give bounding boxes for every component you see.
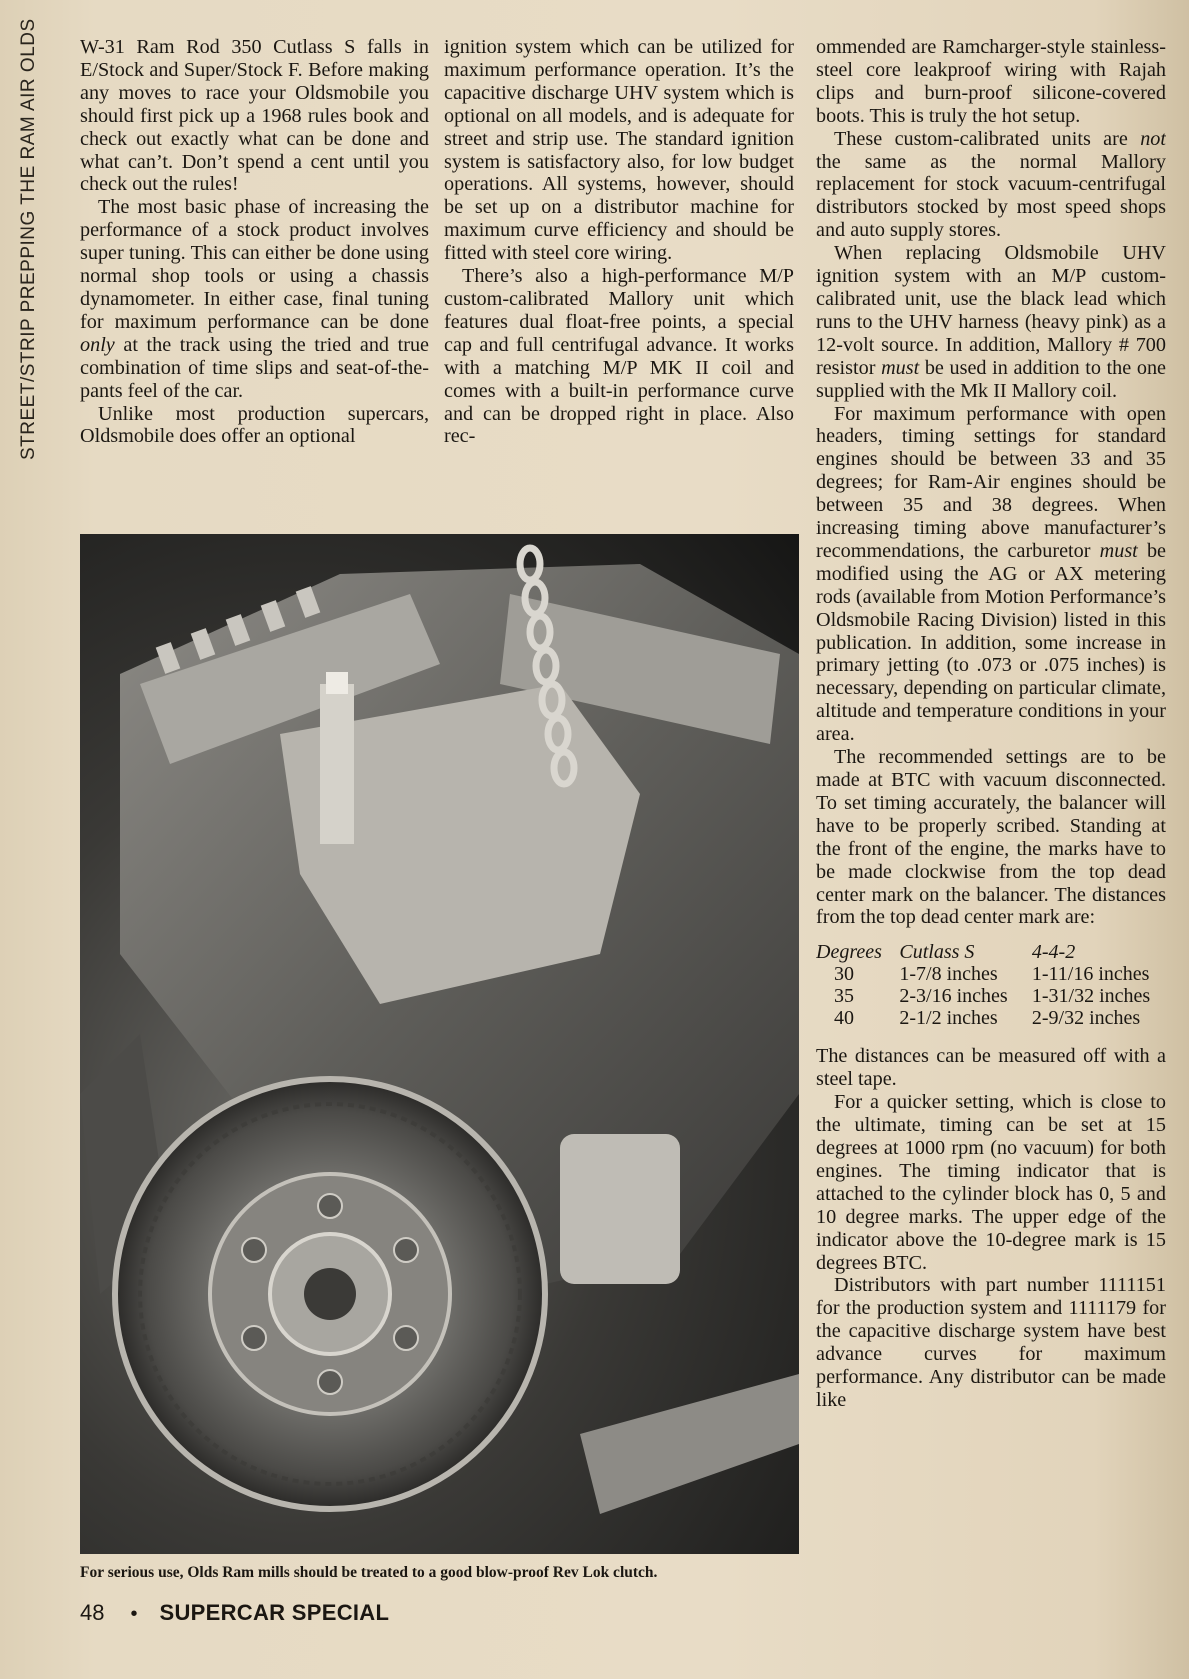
table-header: Degrees xyxy=(816,941,882,964)
table-header: Cutlass S xyxy=(899,941,975,964)
engine-flywheel-illustration xyxy=(80,534,799,1554)
text-column-1 xyxy=(80,36,429,448)
paragraph: For a quicker setting, which is close to the ultimate, timing can be set at 15 degrees at 1000 rpm (no vacuum) for both engines. The timing indicator that is attached to the cylinder block has 0, 5 and 10 degree marks. The upper edge of the indicator above the 10-degree mark is 15 degrees BTC. xyxy=(816,1091,1166,1274)
table-row xyxy=(816,963,1166,985)
paragraph: The distances can be measured off with a steel tape. xyxy=(816,1045,1166,1091)
paragraph: There’s also a high-performance M/P custom-calibrated Mallory unit which features dual float-free points, a special cap and full centrifugal advance. It works with a matching M/P MK II coil and comes with a built-in performance curve and can be dropped right in place. Also rec- xyxy=(444,265,794,448)
paragraph: ommended are Ramcharger-style stainless-steel core leakproof wiring with Rajah clips and burn-proof silicone-covered boots. This is truly the hot setup. xyxy=(816,36,1166,127)
page-number: 48 xyxy=(80,1600,105,1625)
page-footer xyxy=(80,1598,389,1628)
paragraph: W-31 Ram Rod 350 Cutlass S falls in E/Stock and Super/Stock F. Before making any moves to race your Oldsmobile you should first pick up a 1968 rules book and check out exactly what can be done and what can’t. Don’t spend a cent until you check out the rules! xyxy=(80,36,429,196)
timing-table xyxy=(816,941,1166,1029)
paragraph: Unlike most production supercars, Oldsmobile does offer an optional xyxy=(80,402,429,448)
table-row xyxy=(816,985,1166,1007)
table-cell: 2-3/16 inches xyxy=(899,985,1008,1008)
table-cell: 35 xyxy=(834,985,854,1008)
table-cell: 2-1/2 inches xyxy=(899,1007,998,1030)
paragraph: For maximum performance with open headers, timing settings for standard engines should be between 33 and 35 degrees; for Ram-Air engines should be between 35 and 38 degrees. When increasing timing above manufacturer’s recommendations, the carburetor must be modified using the AG or AX metering rods (available from Motion Performance’s Oldsmobile Racing Division) listed in this publication. In addition, some increase in primary jetting (to .073 or .075 inches) is necessary, depending on particular climate, altitude and temperature conditions in your area. xyxy=(816,402,1166,746)
paragraph: When replacing Oldsmobile UHV ignition system with an M/P custom-calibrated unit, use the black lead which runs to the UHV harness (heavy pink) as a 12-volt source. In addition, Mallory # 700 resistor must be used in addition to the one supplied with the Mk II Mallory coil. xyxy=(816,242,1166,402)
engine-photo xyxy=(80,534,799,1554)
table-cell: 30 xyxy=(834,963,854,986)
magazine-title: SUPERCAR SPECIAL xyxy=(159,1600,390,1625)
table-header-row xyxy=(816,941,1166,963)
paragraph: The most basic phase of increasing the performance of a stock product involves super tuning. This can either be done using normal shop tools or using a chassis dynamometer. In either case, final tuning for maximum performance can be done only at the track using the tried and true combination of time slips and seat-of-the-pants feel of the car. xyxy=(80,196,429,402)
table-cell: 1-7/8 inches xyxy=(899,963,998,986)
photo-caption: For serious use, Olds Ram mills should be treated to a good blow-proof Rev Lok clutch. xyxy=(80,1564,658,1581)
text-column-3 xyxy=(816,36,1166,1626)
footer-bullet: • xyxy=(130,1603,138,1625)
paragraph: ignition system which can be utilized for maximum performance operation. It’s the capacitive discharge UHV system which is optional on all models, and is adequate for street and strip use. The standard ignition system is satisfactory also, for low budget operations. All systems, however, should be set up on a distributor machine for maximum curve efficiency and should be fitted with steel core wiring. xyxy=(444,36,794,265)
table-cell: 2-9/32 inches xyxy=(1031,1007,1141,1030)
running-head: STREET/STRIP PREPPING THE RAM AIR OLDS xyxy=(18,18,39,460)
paragraph: The recommended settings are to be made at BTC with vacuum disconnected. To set timing accurately, the balancer will have to be properly scribed. Standing at the front of the engine, the marks have to be made clockwise from the top dead center mark on the balancer. The distances from the top dead center mark are: xyxy=(816,746,1166,929)
table-cell: 40 xyxy=(834,1007,854,1030)
table-cell: 1-11/16 inches xyxy=(1031,963,1150,986)
table-header: 4-4-2 xyxy=(1031,941,1076,964)
paragraph: These custom-calibrated units are not the same as the normal Mallory replacement for stock vacuum-centrifugal distributors stocked by most speed shops and auto supply stores. xyxy=(816,127,1166,242)
paragraph: Distributors with part number 1111151 for the production system and 1111179 for the capacitive discharge system have best advance curves for maximum performance. Any distributor can be made like xyxy=(816,1274,1166,1411)
table-cell: 1-31/32 inches xyxy=(1031,985,1151,1008)
text-column-2 xyxy=(444,36,794,448)
table-row xyxy=(816,1007,1166,1029)
